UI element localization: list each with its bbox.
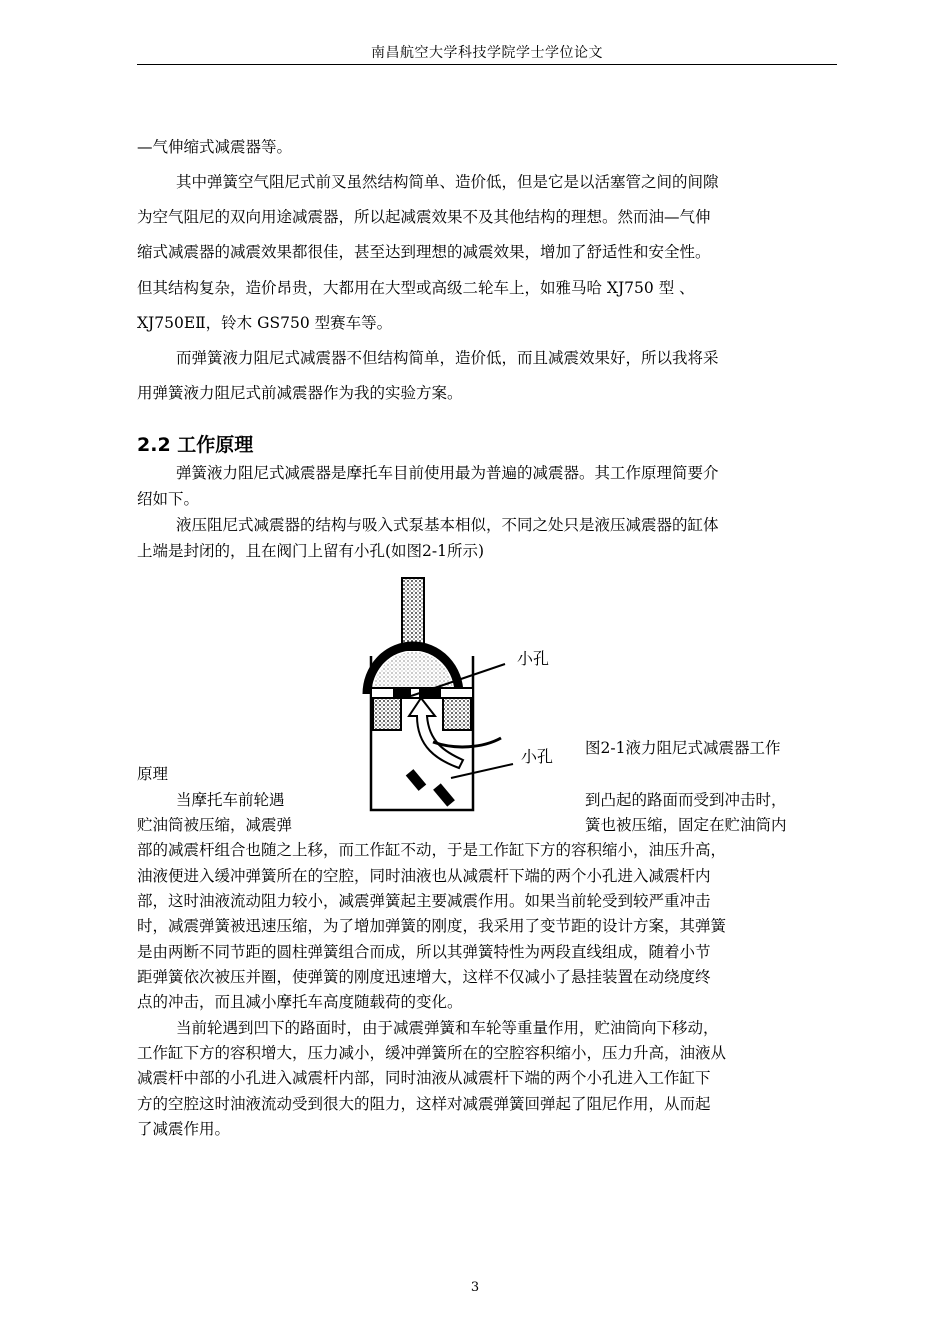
text-line: 但其结构复杂，造价昂贵，大都用在大型或高级二轮车上，如雅马哈 XJ750 型 、 — [137, 279, 695, 297]
text-line: 为空气阻尼的双向用途减震器，所以起减震效果不及其他结构的理想。然而油—气伸 — [137, 208, 711, 226]
text-line: 当摩托车前轮遇 — [176, 791, 285, 809]
text-line: 绍如下。 — [137, 490, 200, 508]
label-hole-top: 小孔 — [517, 649, 550, 668]
text-line: 簧也被压缩，固定在贮油筒内 — [585, 816, 787, 834]
text-line: 减震杆中部的小孔进入减震杆内部，同时油液从减震杆下端的两个小孔进入工作缸下 — [137, 1069, 711, 1087]
text-line: 时，减震弹簧被迅速压缩，为了增加弹簧的刚度，我采用了变节距的设计方案，其弹簧 — [137, 917, 727, 935]
text-line: 当前轮遇到凹下的路面时，由于减震弹簧和车轮等重量作用，贮油筒向下移动， — [176, 1019, 719, 1037]
lower-hole-right — [433, 783, 455, 806]
text-line: 油液便进入缓冲弹簧所在的空腔，同时油液也从减震杆下端的两个小孔进入减震杆内 — [137, 867, 711, 885]
label-hole-bottom: 小孔 — [521, 747, 554, 766]
page-header: 南昌航空大学科技学院学士学位论文 — [371, 45, 603, 61]
section-heading: 2.2 工作原理 — [137, 434, 254, 456]
page-number: 3 — [470, 1280, 480, 1295]
text-line: 方的空腔这时油液流动受到很大的阻力，这样对减震弹簧回弹起了阻尼作用，从而起 — [137, 1095, 711, 1113]
text-line: 上端是封闭的，且在阀门上留有小孔(如图2-1所示) — [137, 542, 485, 560]
text-line: 了减震作用。 — [137, 1120, 231, 1138]
piston-rod — [402, 578, 424, 650]
text-line: 液压阻尼式减震器的结构与吸入式泵基本相似，不同之处只是液压减震器的缸体 — [176, 516, 719, 534]
text-line: 用弹簧液力阻尼式前减震器作为我的实验方案。 — [137, 384, 463, 402]
text-line: 弹簧液力阻尼式减震器是摩托车目前使用最为普遍的减震器。其工作原理简要介 — [176, 464, 719, 482]
text-line: 是由两断不同节距的圆柱弹簧组合而成，所以其弹簧特性为两段直线组成，随着小节 — [137, 943, 711, 961]
figure-caption-cont: 原理 — [137, 765, 169, 783]
text-line: 工作缸下方的容积增大，压力减小，缓冲弹簧所在的空腔容积缩小，压力升高，油液从 — [137, 1044, 727, 1062]
figure-caption: 图2-1液力阻尼式减震器工作 — [585, 739, 781, 757]
text-line: 其中弹簧空气阻尼式前叉虽然结构简单、造价低，但是它是以活塞管之间的间隙 — [176, 173, 719, 191]
header-rule — [137, 64, 837, 65]
seal-block-right — [443, 698, 471, 730]
text-line: 到凸起的路面而受到冲击时， — [585, 791, 787, 809]
text-line: 部的减震杆组合也随之上移，而工作缸不动，于是工作缸下方的容积缩小，油压升高， — [137, 841, 727, 859]
flow-arrow-curve — [433, 738, 501, 747]
text-line: XJ750EⅡ，铃木 GS750 型赛车等。 — [137, 314, 393, 332]
text-line: 点的冲击，而且减小摩托车高度随载荷的变化。 — [137, 993, 463, 1011]
text-line: 缩式减震器的减震效果都很佳，甚至达到理想的减震效果，增加了舒适性和安全性。 — [137, 243, 711, 261]
text-line: 部，这时油液流动阻力较小，减震弹簧起主要减震作用。如果当前轮受到较严重冲击 — [137, 892, 711, 910]
seal-block-left — [373, 698, 401, 730]
text-line: —气伸缩式减震器等。 — [137, 138, 293, 156]
text-line: 而弹簧液力阻尼式减震器不但结构简单，造价低，而且减震效果好，所以我将采 — [176, 349, 719, 367]
text-line: 贮油筒被压缩，减震弹 — [137, 816, 293, 834]
text-line: 距弹簧依次被压并圈，使弹簧的刚度迅速增大，这样不仅减小了悬挂装置在动绕度终 — [137, 968, 711, 986]
